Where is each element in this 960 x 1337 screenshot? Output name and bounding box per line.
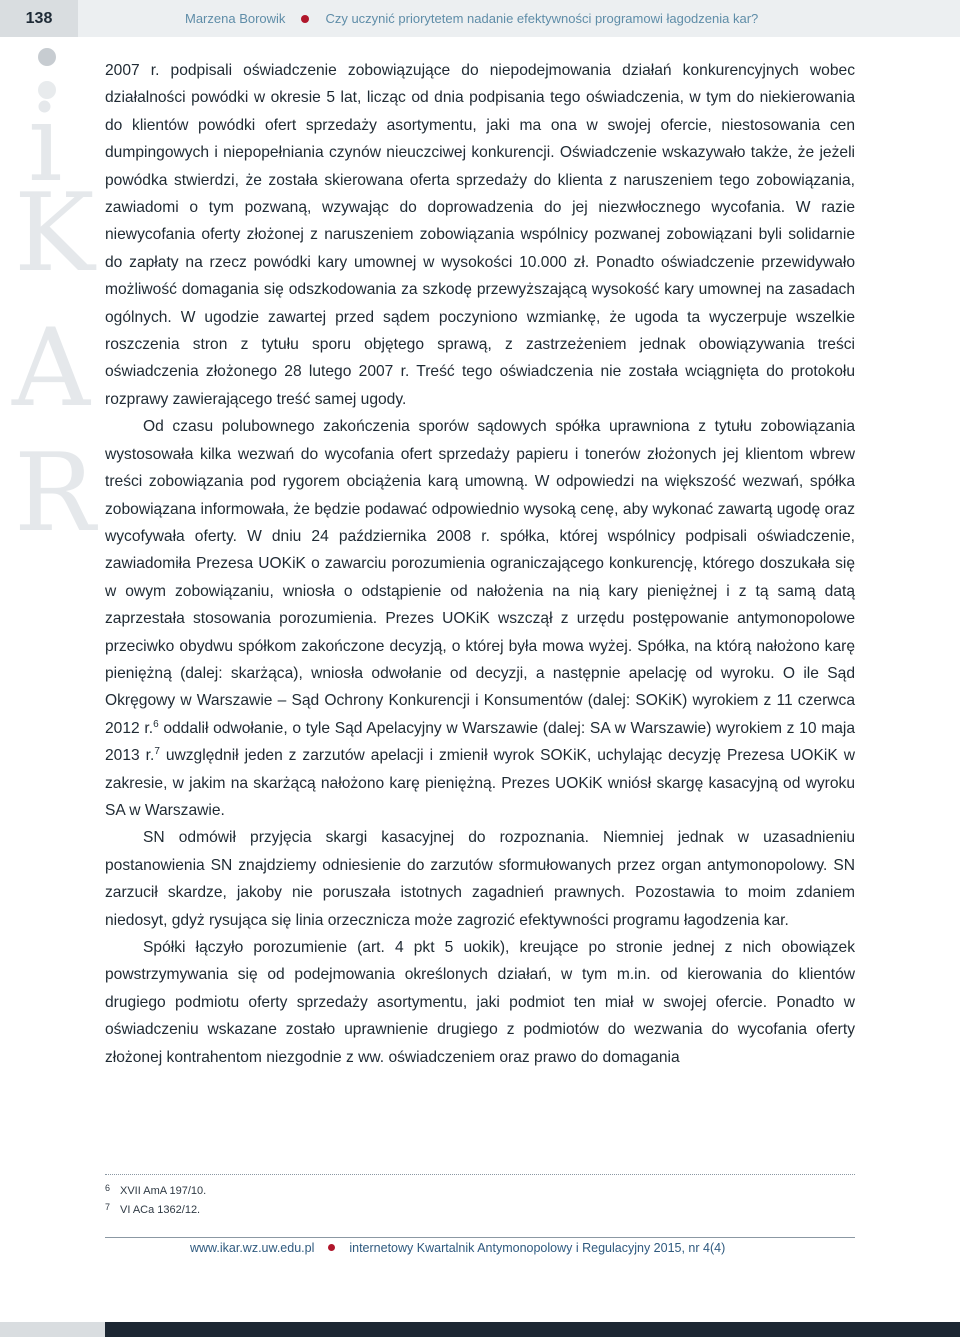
bullet-dot-icon	[328, 1244, 335, 1251]
decorative-dot-icon	[38, 48, 56, 66]
footnote-ref-link[interactable]: 7	[154, 746, 160, 758]
footnote-item	[105, 1198, 206, 1217]
footnote-number: 6	[105, 1183, 111, 1193]
decor-letter-k: K	[14, 171, 95, 296]
paragraph-text: uwzględnił jeden z zarzutów apelacji i zmienił wyrok SOKiK, uchylając decyzję Prezesa UOKiK w zakresie, w jakim na skarżącą nałożono karę pieniężną. Prezes UOKiK wniósł skargę kasacyjną od wyroku SA w Warszawie.	[105, 747, 856, 819]
body-paragraph	[105, 824, 855, 934]
article-body	[105, 57, 855, 1071]
running-footer	[190, 1241, 725, 1255]
footnote-ref-link[interactable]: 6	[153, 718, 159, 730]
footer-journal: internetowy Kwartalnik Antymonopolowy i Regulacyjny 2015, nr 4(4)	[349, 1241, 726, 1255]
footer-separator	[105, 1237, 855, 1238]
footnotes	[105, 1179, 206, 1217]
body-paragraph	[105, 57, 855, 413]
footnote-text: VI ACa 1362/12.	[120, 1204, 201, 1216]
footer-url-link[interactable]: www.ikar.wz.uw.edu.pl	[190, 1241, 315, 1255]
paragraph-text: Spółki łączyło porozumienie (art. 4 pkt 5 uokik), kreujące po stronie jednej z nich obowiązek powstrzymywania się od podejmowania określonych działań, w tym m.in. od kierowania do klientów drugiego podmiotu oferty sprzedaży asortymentu, jaki podmiot ten miał w swojej ofercie. Ponadto w oświadczeniu wskazane zostało uprawnienie drugiego z podmiotów do wezwania do wycofania oferty złożonej kontrahentom niezgodnie z ww. oświadczeniem oraz prawo do domagania	[105, 939, 855, 1066]
bottom-band-light	[0, 1322, 105, 1337]
footnote-text: XVII AmA 197/10.	[120, 1185, 207, 1197]
page-number: 138	[0, 0, 78, 37]
paragraph-text: 2007 r. podpisali oświadczenie zobowiązujące do niepodejmowania działań konkurencyjnych wobec działalności powódki w okresie 5 lat, licząc od dnia podpisania tego oświadczenia, w tym do niekierowania do klientów powódki ofert sprzedaży asortymentu, jaki ma ona w swojej ofercie, niestosowania cen dumpingowych i niepopełniania czynów nieuczciwej konkurencji. Oświadczenie wskazywało także, że jeżeli powódka stwierdzi, że została skierowana oferta sprzedaży do klienta z naruszeniem tego zobowiązania, zawiadomi o tym pozwaną, wzywając do doprowadzenia do jej niezwłocznego wycofania. W razie niewycofania oferty złożonej z naruszeniem zobowiązania wspólnicy pozwanej zobowiązani byli solidarnie do zapłaty na rzecz powódki kary umownej w wysokości 10.000 zł. Ponadto oświadczenie przewidywało możliwość domagania się odszkodowania za szkodę przewyższającą wysokość kary umownej na zasadach ogólnych. W ugodzie zawartej przed sądem poczyniono wzmiankę, że ugoda ta wyczerpuje wszelkie roszczenia stron z tytułu sporu objętego sprawą, z zastrzeżeniem jednak obowiązywania treści oświadczenia złożonego 28 lutego 2007 r. Treść tego oświadczenia nie została wciągnięta do protokołu rozprawy zawierającego treść samej ugody.	[105, 62, 855, 408]
bottom-band-dark	[105, 1322, 960, 1337]
bullet-dot-icon	[301, 15, 309, 23]
header-author: Marzena Borowik	[185, 11, 286, 26]
footnote-item	[105, 1179, 206, 1198]
decor-letter-r: R	[14, 431, 96, 556]
header-article-title: Czy uczynić priorytetem nadanie efektywności programowi łagodzenia kar?	[325, 11, 759, 26]
decor-letter-i: i	[28, 81, 63, 206]
footnote-separator	[105, 1174, 855, 1175]
footnote-number: 7	[105, 1202, 111, 1212]
body-paragraph	[105, 934, 855, 1071]
running-header	[185, 11, 758, 26]
paragraph-text: oddalił odwołanie, o tyle Sąd Apelacyjny w Warszawie (dalej: SA w Warszawie) wyrokiem z 10 maja 2013 r.	[105, 719, 856, 765]
body-paragraph	[105, 413, 855, 824]
paragraph-text: Od czasu polubownego zakończenia sporów sądowych spółka uprawniona z tytułu zobowiązania wystosowała kilka wezwań do wycofania ofert sprzedaży papieru i tonerów złożonych jej klientom wbrew treści zobowiązania pod rygorem obciążenia karą umowną. W odpowiedzi na większość wezwań, spółka zobowiązana informowała, że będzie podawać odpowiednio wysoką cenę, aby wykonać zawartą ugodę oraz wycofywała oferty. W dniu 24 października 2008 r. spółka, której wspólnicy podpisali oświadczenie, zawiadomiła Prezesa UOKiK o zawarciu porozumienia ograniczającego konkurencję, którego doszukała się w owym zobowiązaniu, wniosła o odstąpienie od nałożenia na nią kary pieniężnej i z tą samą datą zaprzestała stosowania porozumienia. Prezes UOKiK wszczął z urzędu postępowanie antymonopolowe przeciwko obydwu spółkom zakończone decyzją, o której była mowa wyżej. Spółka, na którą nałożono karę pieniężną (dalej: skarżąca), wniosła odwołanie od decyzji, a następnie apelację od wyroku. O ile Sąd Okręgowy w Warszawie – Sąd Ochrony Konkurencji i Konsumentów (dalej: SOKiK) wyrokiem z 11 czerwca 2012 r.	[105, 418, 855, 737]
decor-letter-a: A	[12, 306, 90, 431]
paragraph-text: SN odmówił przyjęcia skargi kasacyjnej do rozpoznania. Niemniej jednak w uzasadnieniu postanowienia SN znajdziemy odniesienie do zarzutów sformułowanych przez organ antymonopolowy. SN zarzucił skardze, jakoby nie poruszała istotnych zagadnień prawnych. Pozostawia to moim zdaniem niedosyt, gdyż rysująca się linia orzecznicza może zagrozić efektywności programu łagodzenia kar.	[105, 829, 855, 929]
